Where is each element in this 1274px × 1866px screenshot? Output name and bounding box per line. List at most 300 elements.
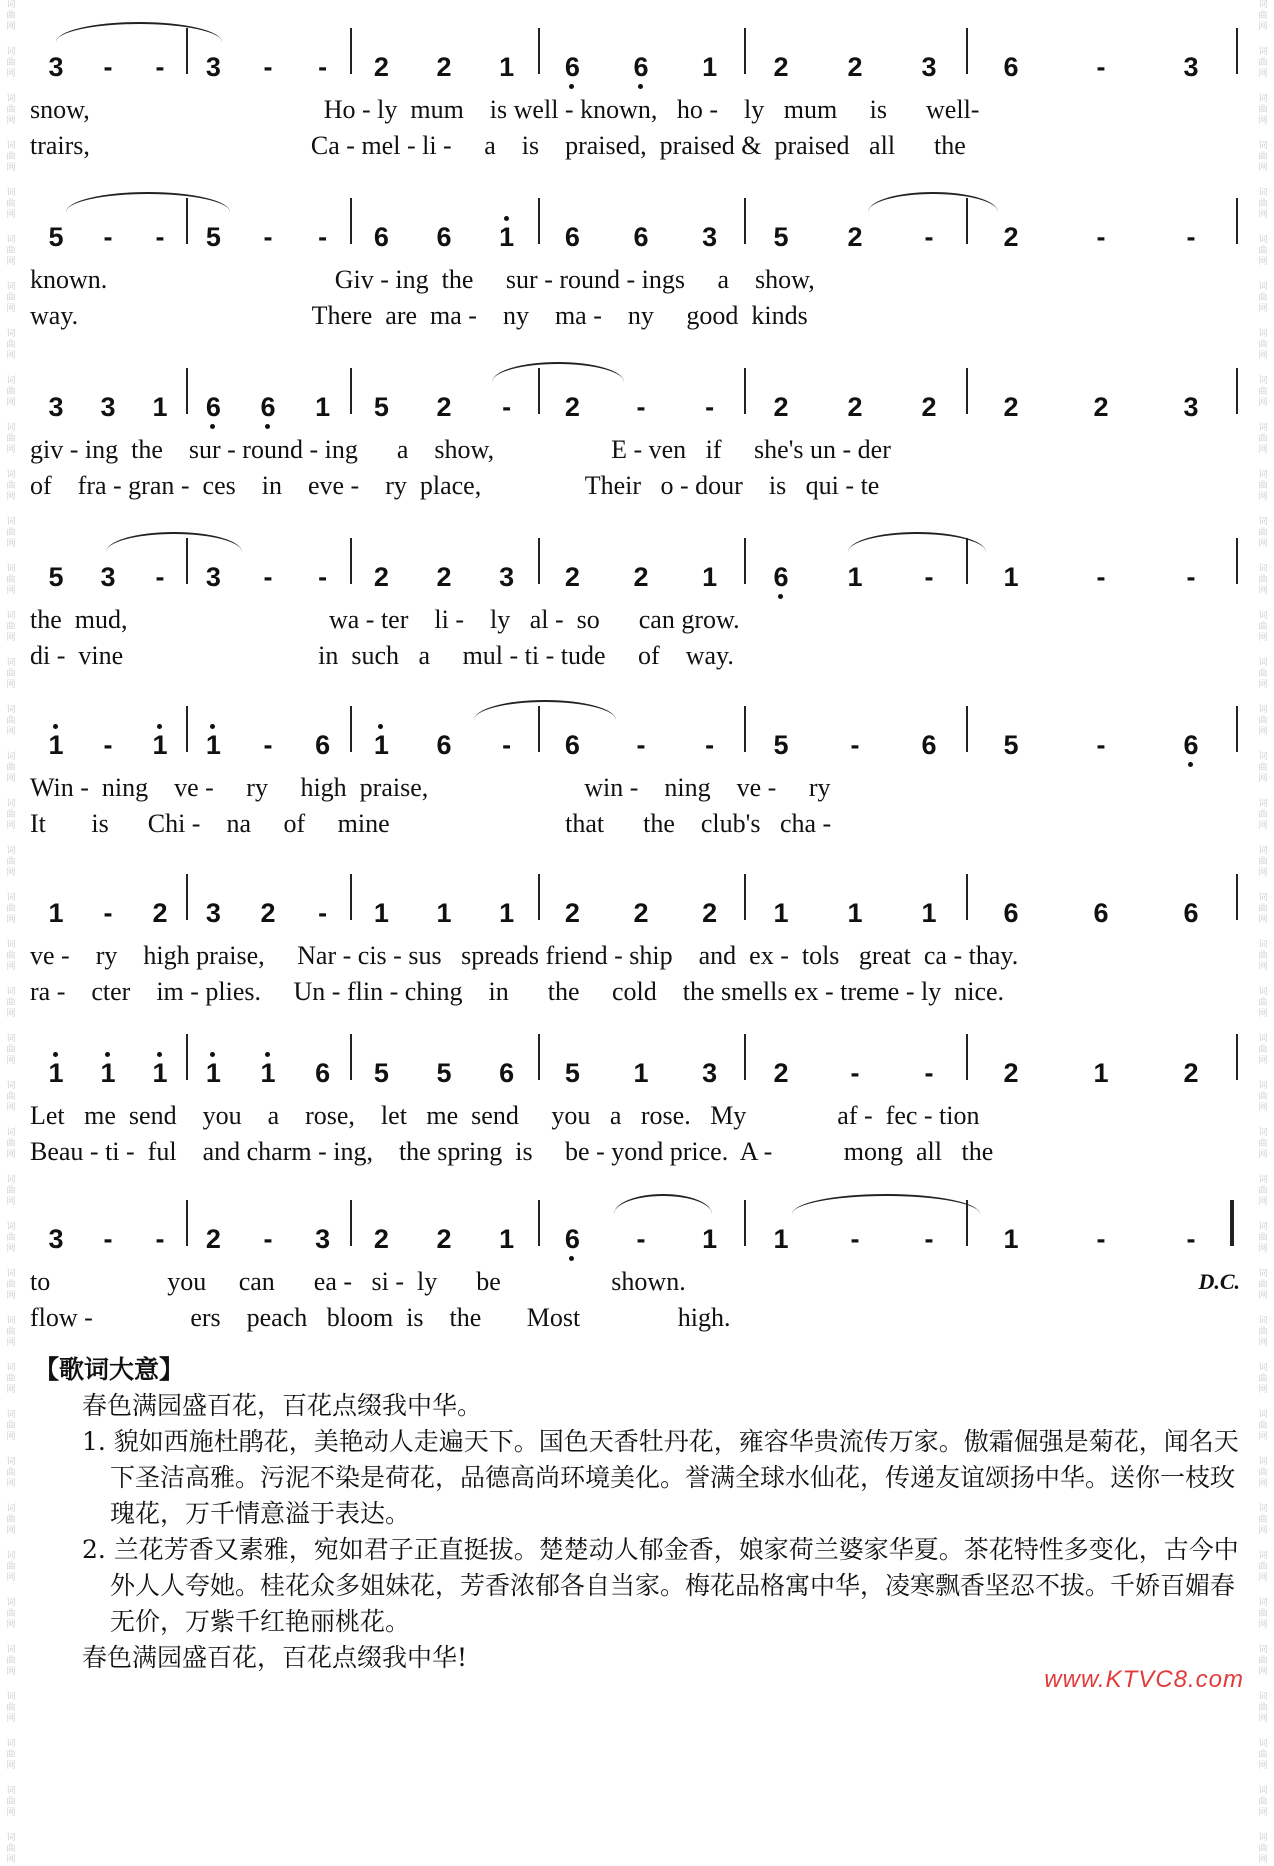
barline — [966, 706, 968, 752]
side-watermark-glyph: 词 曲 网 — [6, 1692, 16, 1724]
note-digit: 1 — [773, 1224, 789, 1254]
side-watermark-glyph: 词 曲 网 — [6, 282, 16, 314]
sustain-dash: - — [924, 1224, 934, 1254]
barline — [186, 1200, 188, 1246]
meaning-heading: 【歌词大意】 — [34, 1355, 185, 1384]
note-digit: 6 — [1003, 898, 1019, 928]
side-watermark-glyph: 词 曲 网 — [6, 752, 16, 784]
note-digit: 2 — [564, 562, 580, 592]
note-digit: 2 — [564, 898, 580, 928]
note-digit: 1 — [847, 898, 863, 928]
note-digit: 1 — [492, 222, 522, 252]
side-watermark-glyph: 词 曲 网 — [6, 1081, 16, 1113]
note-digit: 5 — [773, 222, 789, 252]
barline — [538, 874, 540, 920]
sustain-dash: - — [850, 730, 860, 760]
side-watermark-glyph: 词 曲 网 — [6, 376, 16, 408]
lyric-text: di - vine in such a mul - ti - tude of way. — [30, 641, 734, 670]
side-watermark-glyph: 词 曲 网 — [1258, 0, 1268, 32]
note-digit: 3 — [702, 1058, 718, 1088]
lyric-text: flow - ers peach bloom is the Most high. — [30, 1303, 731, 1332]
side-watermark-glyph: 词 曲 网 — [1258, 1598, 1268, 1630]
note-digit: 3 — [48, 52, 64, 82]
side-watermark-glyph: 词 曲 网 — [6, 1645, 16, 1677]
note-digit: 6 — [557, 1224, 587, 1254]
lyric-text: Let me send you a rose, let me send you a rose. My af - fec - tion — [30, 1101, 980, 1130]
sustain-dash: - — [502, 392, 512, 422]
tie-slur — [106, 532, 242, 552]
side-watermark-glyph: 词 曲 网 — [1258, 1034, 1268, 1066]
sustain-dash: - — [705, 392, 715, 422]
side-watermark-glyph: 词 曲 网 — [6, 987, 16, 1019]
lyric-text: way. There are ma - ny ma - ny good kinds — [30, 301, 808, 330]
side-watermark-glyph: 词 曲 网 — [1258, 235, 1268, 267]
lyric-line-verse2 — [30, 806, 1250, 842]
side-watermark-glyph: 词 曲 网 — [1258, 1833, 1268, 1865]
barline — [350, 706, 352, 752]
barline — [350, 198, 352, 244]
side-watermark-glyph: 词 曲 网 — [1258, 987, 1268, 1019]
barline — [966, 874, 968, 920]
sustain-dash: - — [636, 730, 646, 760]
side-watermark-glyph: 词 曲 网 — [1258, 705, 1268, 737]
note-digit: 6 — [557, 52, 587, 82]
sustain-dash: - — [103, 730, 113, 760]
lyric-line-verse1 — [30, 938, 1250, 974]
note-digit: 2 — [205, 1224, 221, 1254]
side-watermark-glyph: 词 曲 网 — [1258, 141, 1268, 173]
barline — [744, 1200, 746, 1246]
barline — [538, 538, 540, 584]
tie-slur — [56, 22, 222, 42]
note-digit: 6 — [1183, 898, 1199, 928]
note-digit: 6 — [1176, 730, 1206, 760]
barline — [1236, 706, 1238, 752]
lyric-text: ra - cter im - plies. Un - flin - ching in the cold the smells ex - treme - ly nice. — [30, 977, 1005, 1006]
note-digit: 2 — [564, 392, 580, 422]
side-watermark-glyph: 词 曲 网 — [1258, 423, 1268, 455]
side-watermark-glyph: 词 曲 网 — [6, 846, 16, 878]
side-watermark-glyph: 词 曲 网 — [6, 470, 16, 502]
note-digit: 1 — [499, 898, 515, 928]
side-watermark-glyph: 词 曲 网 — [6, 1410, 16, 1442]
sustain-dash: - — [263, 52, 273, 82]
side-watermark-glyph: 词 曲 网 — [1258, 752, 1268, 784]
barline — [186, 368, 188, 414]
side-watermark-glyph: 词 曲 网 — [1258, 282, 1268, 314]
side-watermark-glyph: 词 曲 网 — [6, 1034, 16, 1066]
lyric-text: to you can ea - si - ly be shown. — [30, 1267, 686, 1296]
notes-line — [30, 22, 1250, 92]
note-digit: 1 — [702, 562, 718, 592]
notes-line — [30, 192, 1250, 262]
barline — [538, 1200, 540, 1246]
lyric-line-verse1 — [30, 1098, 1250, 1134]
side-watermark-glyph: 词 曲 网 — [1258, 1457, 1268, 1489]
sustain-dash: - — [1186, 1224, 1196, 1254]
note-digit: 1 — [93, 1058, 123, 1088]
side-watermark-glyph: 词 曲 网 — [1258, 376, 1268, 408]
lyric-line-verse2 — [30, 1134, 1250, 1170]
sustain-dash: - — [1096, 562, 1106, 592]
lyric-line-verse1 — [30, 92, 1250, 128]
tie-slur — [792, 1194, 980, 1214]
note-digit: 5 — [564, 1058, 580, 1088]
score-system — [30, 22, 1250, 164]
side-watermark-glyph: 词 曲 网 — [1258, 1363, 1268, 1395]
barline — [186, 1034, 188, 1080]
note-digit: 2 — [847, 52, 863, 82]
lyric-line-verse1 — [30, 262, 1250, 298]
side-watermark-glyph: 词 曲 网 — [1258, 1551, 1268, 1583]
note-digit: 1 — [633, 1058, 649, 1088]
note-digit: 2 — [773, 52, 789, 82]
side-watermark-glyph: 词 曲 网 — [1258, 517, 1268, 549]
side-watermark-glyph: 词 曲 网 — [6, 1786, 16, 1818]
sustain-dash: - — [155, 52, 165, 82]
meaning-outro: 春色满园盛百花，百花点缀我中华! — [82, 1643, 468, 1672]
note-digit: 5 — [773, 730, 789, 760]
barline — [744, 28, 746, 74]
lyric-line-verse1 — [30, 602, 1250, 638]
note-digit: 3 — [205, 898, 221, 928]
note-digit: 5 — [48, 222, 64, 252]
notes-line — [30, 700, 1250, 770]
sustain-dash: - — [318, 562, 328, 592]
side-watermark-glyph: 词 曲 网 — [6, 799, 16, 831]
note-digit: 6 — [499, 1058, 515, 1088]
barline — [1236, 874, 1238, 920]
barline — [350, 368, 352, 414]
note-digit: 5 — [48, 562, 64, 592]
side-watermark-glyph: 词 曲 网 — [6, 47, 16, 79]
barline — [350, 1034, 352, 1080]
note-digit: 1 — [48, 898, 64, 928]
side-watermark-glyph: 词 曲 网 — [6, 1128, 16, 1160]
note-digit: 2 — [773, 392, 789, 422]
side-watermark-glyph: 词 曲 网 — [1258, 329, 1268, 361]
barline — [1236, 28, 1238, 74]
barline — [1236, 1034, 1238, 1080]
lyric-text: known. Giv - ing the sur - round - ings a show, — [30, 265, 815, 294]
side-watermark-glyph: 词 曲 网 — [6, 1269, 16, 1301]
side-watermark-glyph: 词 曲 网 — [1258, 1410, 1268, 1442]
score-system — [30, 192, 1250, 334]
lyric-line-verse2 — [30, 638, 1250, 674]
side-watermark-glyph: 词 曲 网 — [1258, 611, 1268, 643]
sustain-dash: - — [103, 1224, 113, 1254]
lyric-text: trairs, Ca - mel - li - a is praised, praised & praised all the — [30, 131, 966, 160]
barline — [744, 1034, 746, 1080]
note-digit: 1 — [145, 1058, 175, 1088]
note-digit: 1 — [41, 730, 71, 760]
note-digit: 2 — [436, 392, 452, 422]
side-watermark-glyph: 词 曲 网 — [6, 705, 16, 737]
sustain-dash: - — [850, 1224, 860, 1254]
barline — [966, 1034, 968, 1080]
note-digit: 6 — [1003, 52, 1019, 82]
note-digit: 1 — [702, 1224, 718, 1254]
barline — [350, 538, 352, 584]
note-digit: 6 — [766, 562, 796, 592]
side-watermark-glyph: 词 曲 网 — [6, 1175, 16, 1207]
note-digit: 1 — [315, 392, 331, 422]
note-digit: 1 — [198, 1058, 228, 1088]
side-watermark-glyph: 词 曲 网 — [6, 564, 16, 596]
sustain-dash: - — [318, 898, 328, 928]
note-digit: 3 — [205, 52, 221, 82]
note-digit: 2 — [1003, 392, 1019, 422]
note-digit: 1 — [1093, 1058, 1109, 1088]
side-watermark-glyph: 词 曲 网 — [6, 1222, 16, 1254]
side-watermark-glyph: 词 曲 网 — [1258, 47, 1268, 79]
lyric-text: Beau - ti - ful and charm - ing, the spring is be - yond price. A - mong all the — [30, 1137, 994, 1166]
tie-slur — [474, 700, 616, 720]
score-system — [30, 532, 1250, 674]
note-digit: 6 — [1093, 898, 1109, 928]
meaning-verse-1: 1. 貌如西施杜鹃花，美艳动人走遍天下。国色天香牡丹花，雍容华贵流传万家。傲霜倔强是菊花，闻名天下圣洁高雅。污泥不染是荷花，品德高尚环境美化。誉满全球水仙花，传递友谊颂扬中华。送你一枝玫瑰花，万千情意溢于表达。 — [82, 1427, 1239, 1528]
sustain-dash: - — [103, 222, 113, 252]
side-watermark-glyph: 词 曲 网 — [6, 141, 16, 173]
tie-slur — [66, 192, 230, 212]
barline — [966, 368, 968, 414]
sustain-dash: - — [1096, 1224, 1106, 1254]
note-digit: 1 — [373, 898, 389, 928]
side-watermark-glyph: 词 曲 网 — [1258, 1316, 1268, 1348]
note-digit: 2 — [152, 898, 168, 928]
score-system — [30, 362, 1250, 504]
score-system — [30, 700, 1250, 842]
note-digit: 6 — [564, 730, 580, 760]
note-digit: 6 — [253, 392, 283, 422]
note-digit: 6 — [626, 52, 656, 82]
side-watermark-glyph: 词 曲 网 — [1258, 799, 1268, 831]
notes-line — [30, 868, 1250, 938]
side-watermark-glyph: 词 曲 网 — [6, 1363, 16, 1395]
sustain-dash: - — [155, 562, 165, 592]
note-digit: 6 — [198, 392, 228, 422]
note-digit: 3 — [499, 562, 515, 592]
sustain-dash: - — [502, 730, 512, 760]
note-digit: 1 — [436, 898, 452, 928]
note-digit: 3 — [100, 562, 116, 592]
sustain-dash: - — [155, 222, 165, 252]
tie-slur — [614, 1194, 712, 1214]
sustain-dash: - — [705, 730, 715, 760]
side-watermark-glyph: 词 曲 网 — [6, 0, 16, 32]
note-digit: 1 — [41, 1058, 71, 1088]
sustain-dash: - — [636, 392, 646, 422]
note-digit: 1 — [152, 392, 168, 422]
meaning-verse-2: 2. 兰花芳香又素雅，宛如君子正直挺拔。楚楚动人郁金香，娘家荷兰婆家华夏。茶花特性多变化，古今中外人人夸她。桂花众多姐妹花，芳香浓郁各自当家。梅花品格寓中华，凌寒飘香坚忍不拔。千娇百媚春无价，万紫千红艳丽桃花。 — [82, 1535, 1239, 1636]
note-digit: 6 — [373, 222, 389, 252]
note-digit: 2 — [773, 1058, 789, 1088]
note-digit: 1 — [1003, 1224, 1019, 1254]
lyric-text: of fra - gran - ces in eve - ry place, Their o - dour is qui - te — [30, 471, 880, 500]
site-watermark: www.KTVC8.com — [1044, 1666, 1244, 1693]
note-digit: 2 — [373, 1224, 389, 1254]
note-digit: 2 — [921, 392, 937, 422]
note-digit: 6 — [315, 730, 331, 760]
side-watermark-glyph: 词 曲 网 — [1258, 1081, 1268, 1113]
note-digit: 5 — [373, 392, 389, 422]
note-digit: 2 — [436, 1224, 452, 1254]
barline — [350, 1200, 352, 1246]
note-digit: 2 — [702, 898, 718, 928]
note-digit: 2 — [436, 52, 452, 82]
sustain-dash: - — [850, 1058, 860, 1088]
lyric-text: giv - ing the sur - round - ing a show, E - ven if she's un - der — [30, 435, 891, 464]
side-watermark-glyph: 词 曲 网 — [6, 611, 16, 643]
side-watermark-glyph: 词 曲 网 — [6, 235, 16, 267]
note-digit: 3 — [1183, 52, 1199, 82]
sustain-dash: - — [263, 1224, 273, 1254]
notes-line — [30, 532, 1250, 602]
sustain-dash: - — [318, 52, 328, 82]
score-system — [30, 868, 1250, 1010]
side-watermark-glyph: 词 曲 网 — [6, 658, 16, 690]
lyric-line-verse2 — [30, 974, 1250, 1010]
note-digit: 2 — [373, 52, 389, 82]
sustain-dash: - — [1096, 52, 1106, 82]
sustain-dash: - — [103, 52, 113, 82]
side-watermark-glyph: 词 曲 网 — [6, 1551, 16, 1583]
note-digit: 2 — [1093, 392, 1109, 422]
barline — [186, 706, 188, 752]
note-digit: 1 — [1003, 562, 1019, 592]
note-digit: 5 — [205, 222, 221, 252]
side-watermark-glyph: 词 曲 网 — [1258, 1692, 1268, 1724]
sustain-dash: - — [263, 730, 273, 760]
note-digit: 2 — [847, 392, 863, 422]
note-digit: 1 — [253, 1058, 283, 1088]
side-watermark-glyph: 词 曲 网 — [1258, 564, 1268, 596]
side-watermark-glyph: 词 曲 网 — [6, 1457, 16, 1489]
side-watermark-glyph: 词 曲 网 — [1258, 94, 1268, 126]
side-watermark-glyph: 词 曲 网 — [1258, 658, 1268, 690]
notes-line — [30, 1194, 1250, 1264]
note-digit: 3 — [100, 392, 116, 422]
barline — [538, 28, 540, 74]
sustain-dash: - — [924, 562, 934, 592]
lyric-text: the mud, wa - ter li - ly al - so can grow. — [30, 605, 740, 634]
note-digit: 1 — [921, 898, 937, 928]
barline — [744, 874, 746, 920]
side-watermark-glyph: 词 曲 网 — [1258, 846, 1268, 878]
note-digit: 2 — [633, 562, 649, 592]
sustain-dash: - — [924, 222, 934, 252]
da-capo-mark: D.C. — [1198, 1269, 1240, 1294]
tie-slur — [868, 192, 998, 212]
side-watermark-glyph: 词 曲 网 — [6, 893, 16, 925]
barline — [966, 28, 968, 74]
barline — [744, 706, 746, 752]
note-digit: 5 — [1003, 730, 1019, 760]
side-watermark-glyph: 词 曲 网 — [6, 329, 16, 361]
notes-line — [30, 362, 1250, 432]
note-digit: 6 — [921, 730, 937, 760]
sustain-dash: - — [1096, 730, 1106, 760]
side-watermark-glyph: 词 曲 网 — [6, 94, 16, 126]
barline — [1236, 538, 1238, 584]
note-digit: 6 — [436, 730, 452, 760]
lyric-text: Win - ning ve - ry high praise, win - ning ve - ry — [30, 773, 831, 802]
barline — [350, 28, 352, 74]
note-digit: 3 — [48, 1224, 64, 1254]
lyric-text: snow, Ho - ly mum is well - known, ho - ly mum is well- — [30, 95, 980, 124]
side-watermark-glyph: 词 曲 网 — [1258, 1222, 1268, 1254]
lyric-line-verse2 — [30, 128, 1250, 164]
side-watermark-glyph: 词 曲 网 — [1258, 1739, 1268, 1771]
right-watermark-strip — [1252, 0, 1274, 1865]
barline — [1236, 198, 1238, 244]
barline — [186, 874, 188, 920]
side-watermark-glyph: 词 曲 网 — [6, 1598, 16, 1630]
meaning-intro: 春色满园盛百花，百花点缀我中华。 — [82, 1391, 483, 1420]
note-digit: 1 — [198, 730, 228, 760]
side-watermark-glyph: 词 曲 网 — [6, 423, 16, 455]
note-digit: 3 — [702, 222, 718, 252]
sustain-dash: - — [155, 1224, 165, 1254]
lyric-line-verse1 — [30, 432, 1250, 468]
lyric-line-verse2 — [30, 1300, 1250, 1336]
lyric-line-verse2 — [30, 468, 1250, 504]
note-digit: 6 — [564, 222, 580, 252]
sustain-dash: - — [1186, 562, 1196, 592]
lyric-line-verse1 — [30, 1264, 1250, 1300]
note-digit: 2 — [1003, 222, 1019, 252]
note-digit: 6 — [633, 222, 649, 252]
note-digit: 1 — [847, 562, 863, 592]
sustain-dash: - — [924, 1058, 934, 1088]
side-watermark-glyph: 词 曲 网 — [6, 1316, 16, 1348]
sustain-dash: - — [636, 1224, 646, 1254]
barline — [744, 368, 746, 414]
notes-line — [30, 1028, 1250, 1098]
sustain-dash: - — [263, 222, 273, 252]
note-digit: 1 — [702, 52, 718, 82]
barline — [538, 1034, 540, 1080]
side-watermark-glyph: 词 曲 网 — [1258, 1786, 1268, 1818]
note-digit: 3 — [48, 392, 64, 422]
side-watermark-glyph: 词 曲 网 — [1258, 1175, 1268, 1207]
sustain-dash: - — [1186, 222, 1196, 252]
barline — [538, 198, 540, 244]
lyrics-meaning — [34, 1352, 1244, 1676]
note-digit: 5 — [373, 1058, 389, 1088]
note-digit: 2 — [633, 898, 649, 928]
side-watermark-glyph: 词 曲 网 — [1258, 188, 1268, 220]
note-digit: 2 — [1183, 1058, 1199, 1088]
side-watermark-glyph: 词 曲 网 — [1258, 1504, 1268, 1536]
side-watermark-glyph: 词 曲 网 — [6, 940, 16, 972]
side-watermark-glyph: 词 曲 网 — [1258, 1645, 1268, 1677]
note-digit: 2 — [436, 562, 452, 592]
barline — [744, 198, 746, 244]
note-digit: 2 — [373, 562, 389, 592]
note-digit: 6 — [315, 1058, 331, 1088]
side-watermark-glyph: 词 曲 网 — [1258, 470, 1268, 502]
side-watermark-glyph: 词 曲 网 — [6, 1833, 16, 1865]
note-digit: 1 — [366, 730, 396, 760]
side-watermark-glyph: 词 曲 网 — [6, 1739, 16, 1771]
tie-slur — [492, 362, 624, 382]
note-digit: 2 — [1003, 1058, 1019, 1088]
side-watermark-glyph: 词 曲 网 — [1258, 1269, 1268, 1301]
note-digit: 1 — [145, 730, 175, 760]
lyric-text: ve - ry high praise, Nar - cis - sus spreads friend - ship and ex - tols great ca - thay. — [30, 941, 1019, 970]
note-digit: 3 — [1183, 392, 1199, 422]
